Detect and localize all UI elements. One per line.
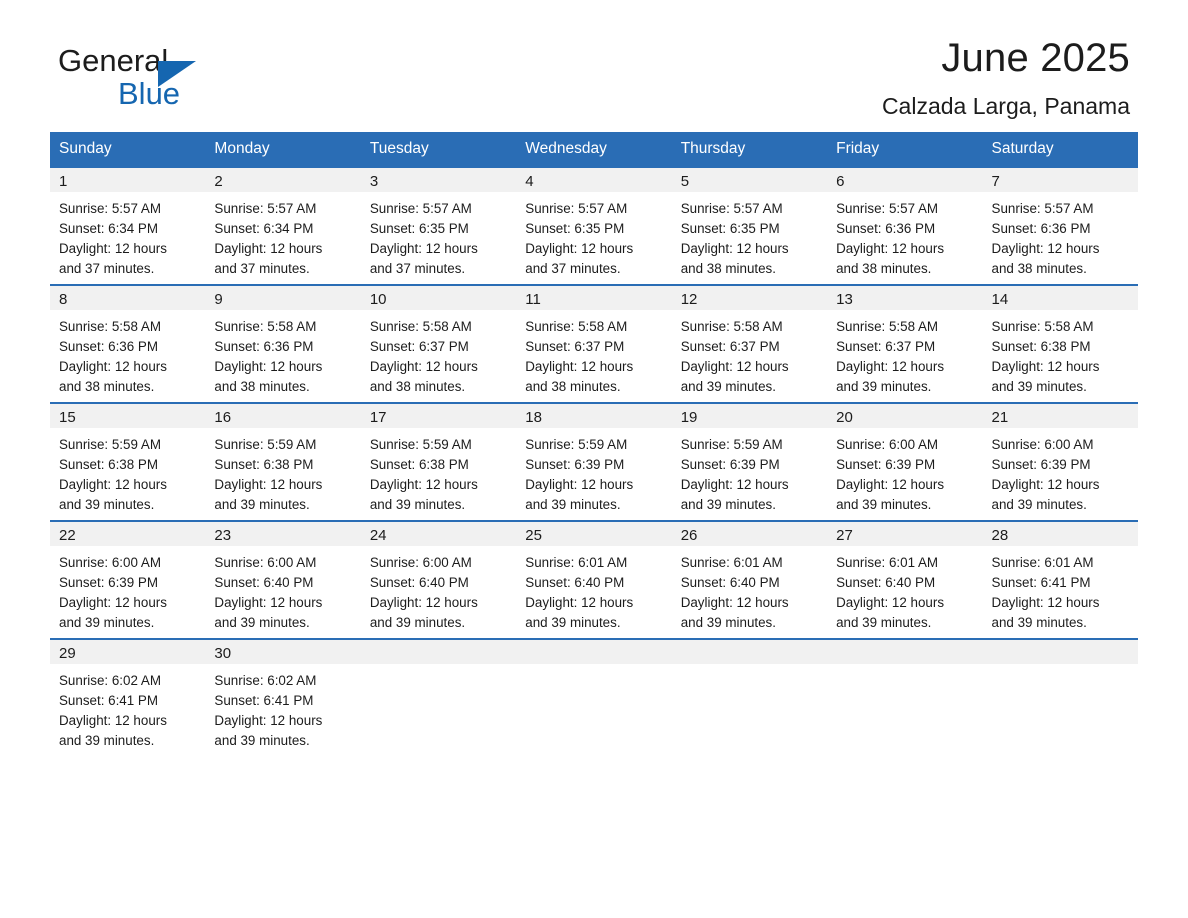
calendar-day-cell-empty: [516, 638, 671, 758]
daylight-text-line1: Daylight: 12 hours: [369, 359, 478, 374]
daylight-text-line2: and 39 minutes.: [525, 615, 621, 630]
day-details: [827, 192, 982, 279]
day-number: 9: [205, 286, 360, 310]
day-details: [50, 546, 205, 633]
daylight-text-line1: Daylight: 12 hours: [836, 241, 945, 256]
daylight-text-line1: Daylight: 12 hours: [836, 477, 945, 492]
sunrise-text: Sunrise: 6:01 AM: [525, 555, 628, 570]
weekday-header-thursday: Thursday: [672, 132, 827, 166]
daylight-text-line1: Daylight: 12 hours: [369, 241, 478, 256]
weekday-header-wednesday: Wednesday: [516, 132, 671, 166]
day-number: 8: [50, 286, 205, 310]
day-details: [50, 310, 205, 397]
day-details: [983, 428, 1138, 515]
day-details: [361, 192, 516, 279]
daylight-text-line2: and 39 minutes.: [214, 497, 310, 512]
day-details: [205, 310, 360, 397]
sunset-text: Sunset: 6:40 PM: [214, 575, 314, 590]
daylight-text-line2: and 39 minutes.: [836, 497, 932, 512]
day-number: 12: [672, 286, 827, 310]
day-number: 22: [50, 522, 205, 546]
daylight-text-line1: Daylight: 12 hours: [214, 359, 323, 374]
day-number: 28: [983, 522, 1138, 546]
daylight-text-line1: Daylight: 12 hours: [214, 713, 323, 728]
sunrise-text: Sunrise: 5:57 AM: [214, 201, 317, 216]
sunrise-text: Sunrise: 6:00 AM: [991, 437, 1094, 452]
sunrise-text: Sunrise: 6:00 AM: [214, 555, 317, 570]
sunset-text: Sunset: 6:36 PM: [836, 221, 936, 236]
calendar-day-cell: [361, 166, 516, 284]
daylight-text-line1: Daylight: 12 hours: [59, 477, 167, 492]
daylight-text-line2: and 37 minutes.: [59, 261, 155, 276]
calendar-day-cell: [983, 166, 1138, 284]
daylight-text-line2: and 39 minutes.: [991, 379, 1087, 394]
empty-cell-filler: [361, 640, 516, 664]
sunset-text: Sunset: 6:38 PM: [369, 457, 469, 472]
calendar-week-row: [50, 166, 1138, 284]
weekday-header-saturday: Saturday: [983, 132, 1138, 166]
sunset-text: Sunset: 6:36 PM: [59, 339, 158, 354]
weekday-header-friday: Friday: [827, 132, 982, 166]
daylight-text-line2: and 39 minutes.: [525, 497, 621, 512]
sunrise-text: Sunrise: 5:57 AM: [991, 201, 1094, 216]
calendar-week-row: [50, 638, 1138, 758]
sunrise-text: Sunrise: 6:01 AM: [680, 555, 783, 570]
calendar-day-cell: [361, 520, 516, 638]
day-number: 1: [50, 168, 205, 192]
calendar-day-cell: [827, 402, 982, 520]
day-number: 6: [827, 168, 982, 192]
daylight-text-line2: and 37 minutes.: [214, 261, 310, 276]
daylight-text-line1: Daylight: 12 hours: [214, 595, 323, 610]
day-number: 11: [516, 286, 671, 310]
calendar-day-cell: [983, 520, 1138, 638]
day-number: 23: [205, 522, 360, 546]
calendar-week-row: [50, 402, 1138, 520]
day-details: [672, 310, 827, 397]
day-details: [50, 192, 205, 279]
sunrise-text: Sunrise: 6:00 AM: [59, 555, 161, 570]
calendar-day-cell: [516, 520, 671, 638]
day-details: [205, 428, 360, 515]
calendar-day-cell: [50, 520, 205, 638]
daylight-text-line1: Daylight: 12 hours: [680, 477, 789, 492]
calendar-day-cell: [672, 284, 827, 402]
empty-cell-filler: [516, 640, 671, 664]
day-number: 7: [983, 168, 1138, 192]
daylight-text-line2: and 38 minutes.: [680, 261, 776, 276]
sunset-text: Sunset: 6:37 PM: [369, 339, 469, 354]
sunrise-text: Sunrise: 5:57 AM: [369, 201, 472, 216]
day-details: [50, 428, 205, 515]
title-block: [882, 36, 1130, 119]
calendar-day-cell: [827, 520, 982, 638]
general-blue-logo: [58, 45, 180, 109]
sunrise-text: Sunrise: 5:57 AM: [59, 201, 161, 216]
calendar-day-cell: [516, 166, 671, 284]
sunrise-text: Sunrise: 5:58 AM: [680, 319, 783, 334]
daylight-text-line1: Daylight: 12 hours: [369, 477, 478, 492]
day-number: 21: [983, 404, 1138, 428]
day-number: 18: [516, 404, 671, 428]
calendar-day-cell-empty: [827, 638, 982, 758]
daylight-text-line1: Daylight: 12 hours: [59, 359, 167, 374]
day-details: [516, 310, 671, 397]
sunrise-text: Sunrise: 5:59 AM: [369, 437, 472, 452]
calendar-week-row: [50, 284, 1138, 402]
sunset-text: Sunset: 6:34 PM: [59, 221, 158, 236]
sunset-text: Sunset: 6:37 PM: [680, 339, 780, 354]
daylight-text-line1: Daylight: 12 hours: [525, 359, 634, 374]
calendar-day-cell: [827, 284, 982, 402]
calendar-day-cell: [205, 520, 360, 638]
daylight-text-line2: and 38 minutes.: [991, 261, 1087, 276]
sunrise-text: Sunrise: 6:01 AM: [836, 555, 939, 570]
sunset-text: Sunset: 6:39 PM: [836, 457, 936, 472]
daylight-text-line2: and 39 minutes.: [836, 379, 932, 394]
sunrise-text: Sunrise: 5:59 AM: [680, 437, 783, 452]
empty-cell-filler: [983, 640, 1138, 664]
sunrise-text: Sunrise: 6:00 AM: [836, 437, 939, 452]
calendar-day-cell: [205, 284, 360, 402]
day-number: 13: [827, 286, 982, 310]
sunrise-text: Sunrise: 6:02 AM: [214, 673, 317, 688]
sunrise-text: Sunrise: 5:58 AM: [369, 319, 472, 334]
daylight-text-line2: and 38 minutes.: [836, 261, 932, 276]
day-number: 27: [827, 522, 982, 546]
weekday-header-row: [50, 132, 1138, 166]
calendar-day-cell: [672, 402, 827, 520]
daylight-text-line1: Daylight: 12 hours: [59, 241, 167, 256]
weekday-header-tuesday: Tuesday: [361, 132, 516, 166]
daylight-text-line1: Daylight: 12 hours: [680, 595, 789, 610]
empty-cell-filler: [827, 640, 982, 664]
calendar-day-cell: [361, 284, 516, 402]
daylight-text-line1: Daylight: 12 hours: [214, 241, 323, 256]
sunrise-text: Sunrise: 5:59 AM: [214, 437, 317, 452]
daylight-text-line1: Daylight: 12 hours: [59, 595, 167, 610]
daylight-text-line1: Daylight: 12 hours: [680, 359, 789, 374]
sunrise-text: Sunrise: 6:00 AM: [369, 555, 472, 570]
day-details: [983, 546, 1138, 633]
sunset-text: Sunset: 6:34 PM: [214, 221, 314, 236]
calendar-day-cell: [50, 284, 205, 402]
day-number: 14: [983, 286, 1138, 310]
day-number: 29: [50, 640, 205, 664]
day-details: [205, 546, 360, 633]
logo-text-general: General: [58, 43, 169, 78]
day-details: [205, 192, 360, 279]
day-details: [516, 192, 671, 279]
day-details: [205, 664, 360, 751]
daylight-text-line2: and 39 minutes.: [214, 615, 310, 630]
day-details: [672, 192, 827, 279]
daylight-text-line1: Daylight: 12 hours: [525, 595, 634, 610]
day-details: [827, 428, 982, 515]
daylight-text-line1: Daylight: 12 hours: [991, 477, 1100, 492]
sunset-text: Sunset: 6:39 PM: [991, 457, 1091, 472]
daylight-text-line2: and 39 minutes.: [369, 497, 466, 512]
sunrise-text: Sunrise: 5:57 AM: [680, 201, 783, 216]
sunrise-text: Sunrise: 5:59 AM: [59, 437, 161, 452]
day-details: [983, 192, 1138, 279]
daylight-text-line1: Daylight: 12 hours: [214, 477, 323, 492]
day-details: [50, 664, 205, 751]
weekday-header-monday: Monday: [205, 132, 360, 166]
sunrise-text: Sunrise: 5:58 AM: [991, 319, 1094, 334]
sunrise-text: Sunrise: 5:58 AM: [59, 319, 161, 334]
daylight-text-line1: Daylight: 12 hours: [991, 595, 1100, 610]
calendar-day-cell: [205, 166, 360, 284]
daylight-text-line2: and 39 minutes.: [836, 615, 932, 630]
daylight-text-line2: and 38 minutes.: [59, 379, 155, 394]
day-details: [827, 546, 982, 633]
sunset-text: Sunset: 6:41 PM: [214, 693, 314, 708]
weekday-header-sunday: Sunday: [50, 132, 205, 166]
daylight-text-line1: Daylight: 12 hours: [369, 595, 478, 610]
calendar-day-cell: [50, 402, 205, 520]
sunset-text: Sunset: 6:38 PM: [214, 457, 314, 472]
sunrise-text: Sunrise: 5:57 AM: [525, 201, 628, 216]
daylight-text-line2: and 39 minutes.: [991, 615, 1087, 630]
daylight-text-line2: and 39 minutes.: [991, 497, 1087, 512]
day-details: [672, 428, 827, 515]
day-number: 30: [205, 640, 360, 664]
sunset-text: Sunset: 6:35 PM: [680, 221, 780, 236]
sunrise-text: Sunrise: 5:57 AM: [836, 201, 939, 216]
day-number: 4: [516, 168, 671, 192]
sunset-text: Sunset: 6:38 PM: [991, 339, 1091, 354]
sunset-text: Sunset: 6:35 PM: [525, 221, 625, 236]
sunset-text: Sunset: 6:36 PM: [214, 339, 314, 354]
calendar-day-cell: [205, 638, 360, 758]
sunset-text: Sunset: 6:39 PM: [59, 575, 158, 590]
sunset-text: Sunset: 6:35 PM: [369, 221, 469, 236]
daylight-text-line2: and 39 minutes.: [59, 733, 155, 748]
daylight-text-line1: Daylight: 12 hours: [836, 595, 945, 610]
sunset-text: Sunset: 6:41 PM: [59, 693, 158, 708]
calendar-day-cell-empty: [672, 638, 827, 758]
calendar-day-cell-empty: [983, 638, 1138, 758]
daylight-text-line2: and 37 minutes.: [369, 261, 466, 276]
day-number: 2: [205, 168, 360, 192]
daylight-text-line1: Daylight: 12 hours: [525, 241, 634, 256]
daylight-text-line2: and 37 minutes.: [525, 261, 621, 276]
day-number: 3: [361, 168, 516, 192]
daylight-text-line1: Daylight: 12 hours: [525, 477, 634, 492]
daylight-text-line2: and 39 minutes.: [214, 733, 310, 748]
sunrise-text: Sunrise: 5:58 AM: [836, 319, 939, 334]
logo-triangle-icon: [158, 61, 196, 87]
daylight-text-line2: and 38 minutes.: [214, 379, 310, 394]
daylight-text-line2: and 39 minutes.: [680, 497, 776, 512]
sunset-text: Sunset: 6:37 PM: [836, 339, 936, 354]
page-header: [50, 0, 1138, 120]
calendar-day-cell: [50, 166, 205, 284]
sunrise-sunset-calendar: [50, 132, 1138, 758]
calendar-day-cell: [983, 284, 1138, 402]
sunset-text: Sunset: 6:40 PM: [525, 575, 625, 590]
day-number: 25: [516, 522, 671, 546]
day-number: 5: [672, 168, 827, 192]
empty-cell-filler: [672, 640, 827, 664]
sunrise-text: Sunrise: 5:58 AM: [525, 319, 628, 334]
sunset-text: Sunset: 6:40 PM: [369, 575, 469, 590]
daylight-text-line1: Daylight: 12 hours: [991, 359, 1100, 374]
day-details: [361, 310, 516, 397]
sunset-text: Sunset: 6:40 PM: [680, 575, 780, 590]
calendar-day-cell: [205, 402, 360, 520]
logo-text-blue: Blue: [118, 76, 181, 111]
sunrise-text: Sunrise: 5:59 AM: [525, 437, 628, 452]
calendar-week-row: [50, 520, 1138, 638]
sunset-text: Sunset: 6:41 PM: [991, 575, 1091, 590]
sunrise-text: Sunrise: 6:02 AM: [59, 673, 161, 688]
day-number: 10: [361, 286, 516, 310]
daylight-text-line2: and 38 minutes.: [525, 379, 621, 394]
sunrise-text: Sunrise: 5:58 AM: [214, 319, 317, 334]
day-number: 24: [361, 522, 516, 546]
location-subtitle: Calzada Larga, Panama: [881, 93, 1130, 119]
calendar-day-cell: [672, 520, 827, 638]
daylight-text-line2: and 39 minutes.: [680, 379, 776, 394]
day-details: [516, 428, 671, 515]
daylight-text-line1: Daylight: 12 hours: [59, 713, 167, 728]
sunset-text: Sunset: 6:39 PM: [680, 457, 780, 472]
day-number: 26: [672, 522, 827, 546]
daylight-text-line2: and 39 minutes.: [59, 497, 155, 512]
calendar-day-cell: [827, 166, 982, 284]
daylight-text-line2: and 39 minutes.: [680, 615, 776, 630]
calendar-day-cell: [516, 284, 671, 402]
sunset-text: Sunset: 6:39 PM: [525, 457, 625, 472]
day-details: [983, 310, 1138, 397]
day-number: 16: [205, 404, 360, 428]
sunrise-text: Sunrise: 6:01 AM: [991, 555, 1094, 570]
daylight-text-line2: and 39 minutes.: [369, 615, 466, 630]
sunset-text: Sunset: 6:36 PM: [991, 221, 1091, 236]
calendar-day-cell: [516, 402, 671, 520]
day-details: [672, 546, 827, 633]
sunset-text: Sunset: 6:37 PM: [525, 339, 625, 354]
day-number: 17: [361, 404, 516, 428]
daylight-text-line1: Daylight: 12 hours: [836, 359, 945, 374]
day-details: [361, 428, 516, 515]
day-number: 15: [50, 404, 205, 428]
day-number: 19: [672, 404, 827, 428]
calendar-day-cell: [672, 166, 827, 284]
calendar-day-cell: [50, 638, 205, 758]
calendar-day-cell-empty: [361, 638, 516, 758]
page-title: June 2025: [941, 36, 1130, 80]
day-details: [516, 546, 671, 633]
calendar-day-cell: [983, 402, 1138, 520]
day-details: [361, 546, 516, 633]
day-number: 20: [827, 404, 982, 428]
daylight-text-line1: Daylight: 12 hours: [680, 241, 789, 256]
calendar-day-cell: [361, 402, 516, 520]
daylight-text-line2: and 39 minutes.: [59, 615, 155, 630]
daylight-text-line2: and 38 minutes.: [369, 379, 466, 394]
day-details: [827, 310, 982, 397]
sunset-text: Sunset: 6:38 PM: [59, 457, 158, 472]
daylight-text-line1: Daylight: 12 hours: [991, 241, 1100, 256]
sunset-text: Sunset: 6:40 PM: [836, 575, 936, 590]
